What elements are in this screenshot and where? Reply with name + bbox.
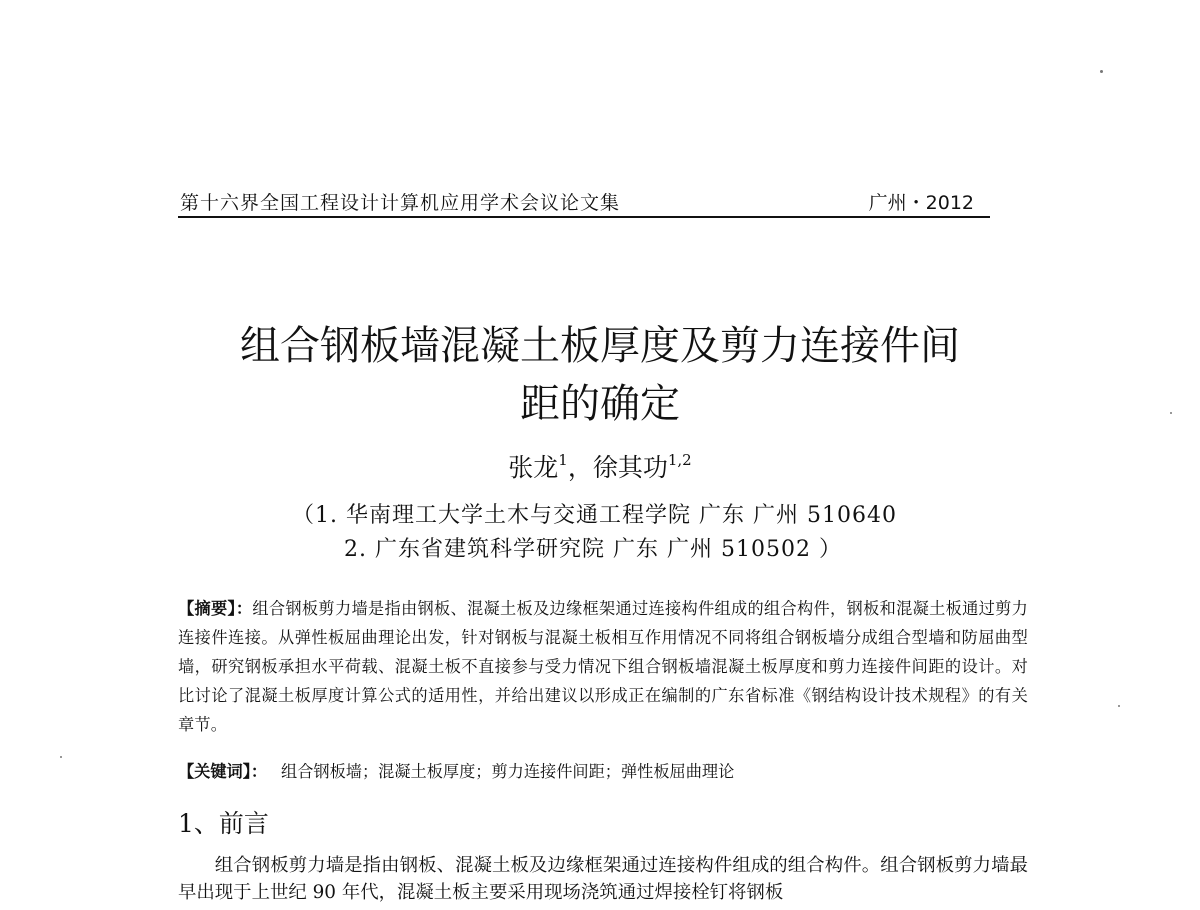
running-header (178, 186, 990, 218)
journal-name: 第十六界全国工程设计计算机应用学术会议论文集 (180, 192, 621, 214)
keywords (178, 758, 1028, 782)
venue-year: 广州・2012 (868, 192, 974, 214)
keywords-text: 组合钢板墙；混凝土板厚度；剪力连接件间距；弹性板屈曲理论 (281, 762, 735, 781)
author-list (300, 448, 900, 484)
author-1-name: 张龙 (508, 453, 559, 482)
author-separator: ， (567, 453, 593, 482)
abstract (178, 594, 1028, 739)
abstract-label: 【摘要】： (178, 599, 253, 618)
paper-title-line-2: 距的确定 (520, 380, 680, 427)
affiliation-2: 2. 广东省建筑科学研究院 广东 广州 510502 ） (344, 537, 842, 562)
scan-speck (1100, 70, 1103, 73)
paper-title-line-1: 组合钢板墙混凝土板厚度及剪力连接件间 (240, 322, 960, 369)
author-2-name: 徐其功 (592, 453, 668, 482)
author-1-affiliation-mark: 1 (558, 451, 568, 469)
abstract-text: 组合钢板剪力墙是指由钢板、混凝土板及边缘框架通过连接构件组成的组合构件，钢板和混凝土板通过剪力连接件连接。从弹性板屈曲理论出发，针对钢板与混凝土板相互作用情况不同将组合钢板墙分成组合型墙和防屈曲型墙，研究钢板承担水平荷载、混凝土板不直接参与受力情况下组合钢板墙混凝土板厚度和剪力连接件间距的设计。对比讨论了混凝土板厚度计算公式的适用性，并给出建议以形成正在编制的广东省标准《钢结构设计技术规程》的有关章节。 (178, 599, 1028, 734)
scan-speck (1170, 412, 1172, 414)
scan-speck (1118, 705, 1120, 707)
affiliation-1: （1. 华南理工大学土木与交通工程学院 广东 广州 510640 (292, 503, 897, 528)
paper-title (150, 317, 1050, 433)
author-2-affiliation-mark: 1,2 (667, 451, 692, 469)
introduction-paragraph: 组合钢板剪力墙是指由钢板、混凝土板及边缘框架通过连接构件组成的组合构件。组合钢板剪力墙最早出现于上世纪 90 年代，混凝土板主要采用现场浇筑通过焊接栓钉将钢板 (178, 855, 1028, 903)
scan-speck (60, 756, 62, 758)
section-heading-introduction: 1、前言 (178, 809, 269, 838)
keywords-label: 【关键词】： (178, 762, 268, 781)
